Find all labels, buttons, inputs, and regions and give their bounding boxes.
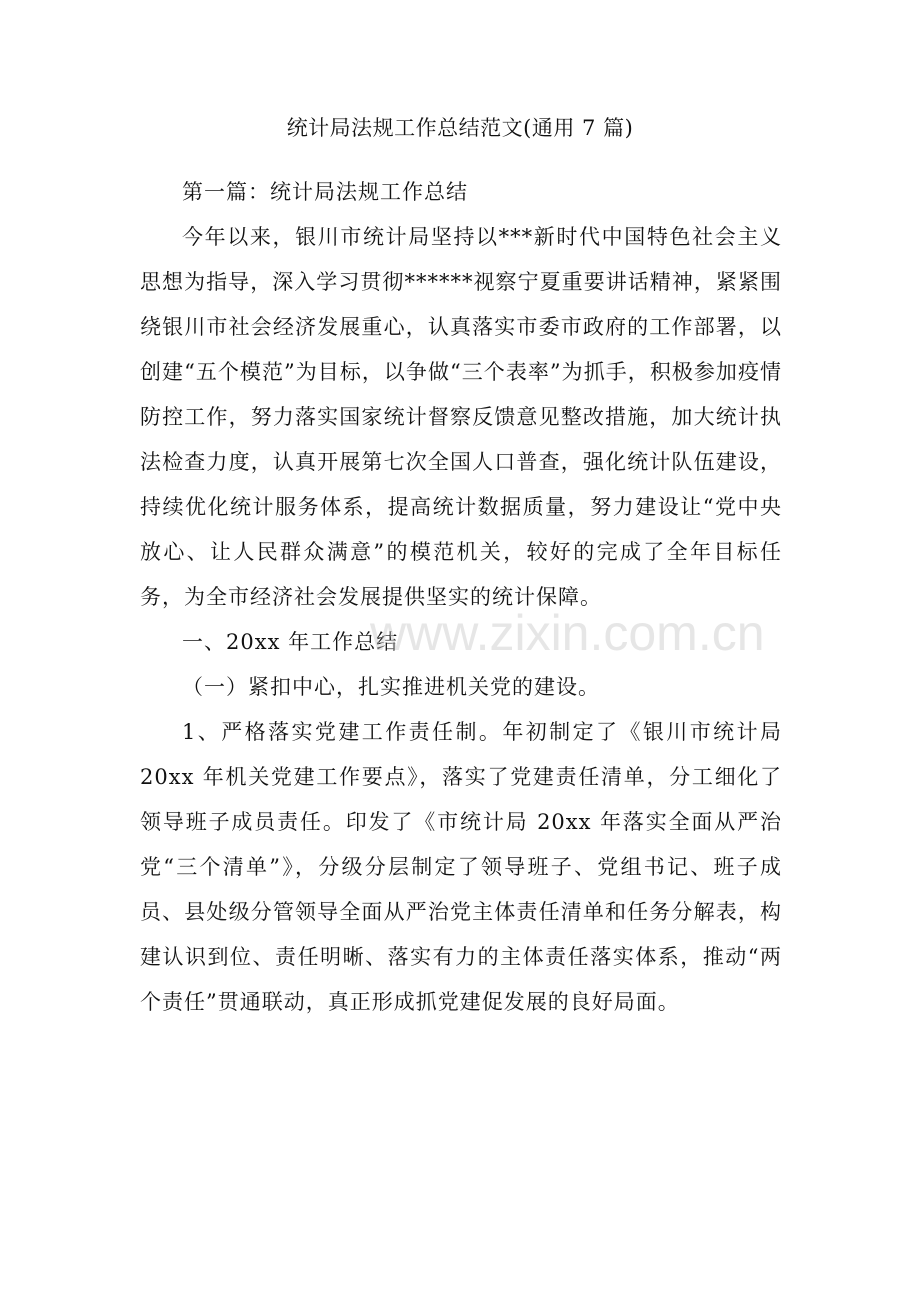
- item-paragraph: 1、严格落实党建工作责任制。年初制定了《银川市统计局 20xx 年机关党建工作要点》，落实了党建责任清单，分工细化了领导班子成员责任。印发了《市统计局 20xx 年落实全面从严治党“三个清单”》，分级分层制定了领导班子、党组书记、班子成员、县处级分管领导全面从严治党主体责任清单和任务分解表，构建认识到位、责任明晰、落实有力的主体责任落实体系，推动“两个责任”贯通联动，真正形成抓党建促发展的良好局面。: [140, 720, 782, 1014]
- section-heading: 第一篇：统计局法规工作总结: [182, 180, 468, 204]
- watermark: www.zixin.com.cn: [370, 605, 765, 661]
- intro-paragraph: 今年以来，银川市统计局坚持以***新时代中国特色社会主义思想为指导，深入学习贯彻******视察宁夏重要讲话精神，紧紧围绕银川市社会经济发展重心，认真落实市委市政府的工作部署，以创建“五个模范”为目标，以争做“三个表率”为抓手，积极参加疫情防控工作，努力落实国家统计督察反馈意见整改措施，加大统计执法检查力度，认真开展第七次全国人口普查，强化统计队伍建设，持续优化统计服务体系，提高统计数据质量，努力建设让“党中央放心、让人民群众满意”的模范机关，较好的完成了全年目标任务，为全市经济社会发展提供坚实的统计保障。: [140, 225, 782, 609]
- sub-heading: （一）紧扣中心，扎实推进机关党的建设。: [182, 675, 600, 699]
- document-title: 统计局法规工作总结范文(通用 7 篇): [286, 116, 634, 140]
- document-body: [140, 170, 782, 1025]
- part-heading: 一、20xx 年工作总结: [182, 630, 399, 654]
